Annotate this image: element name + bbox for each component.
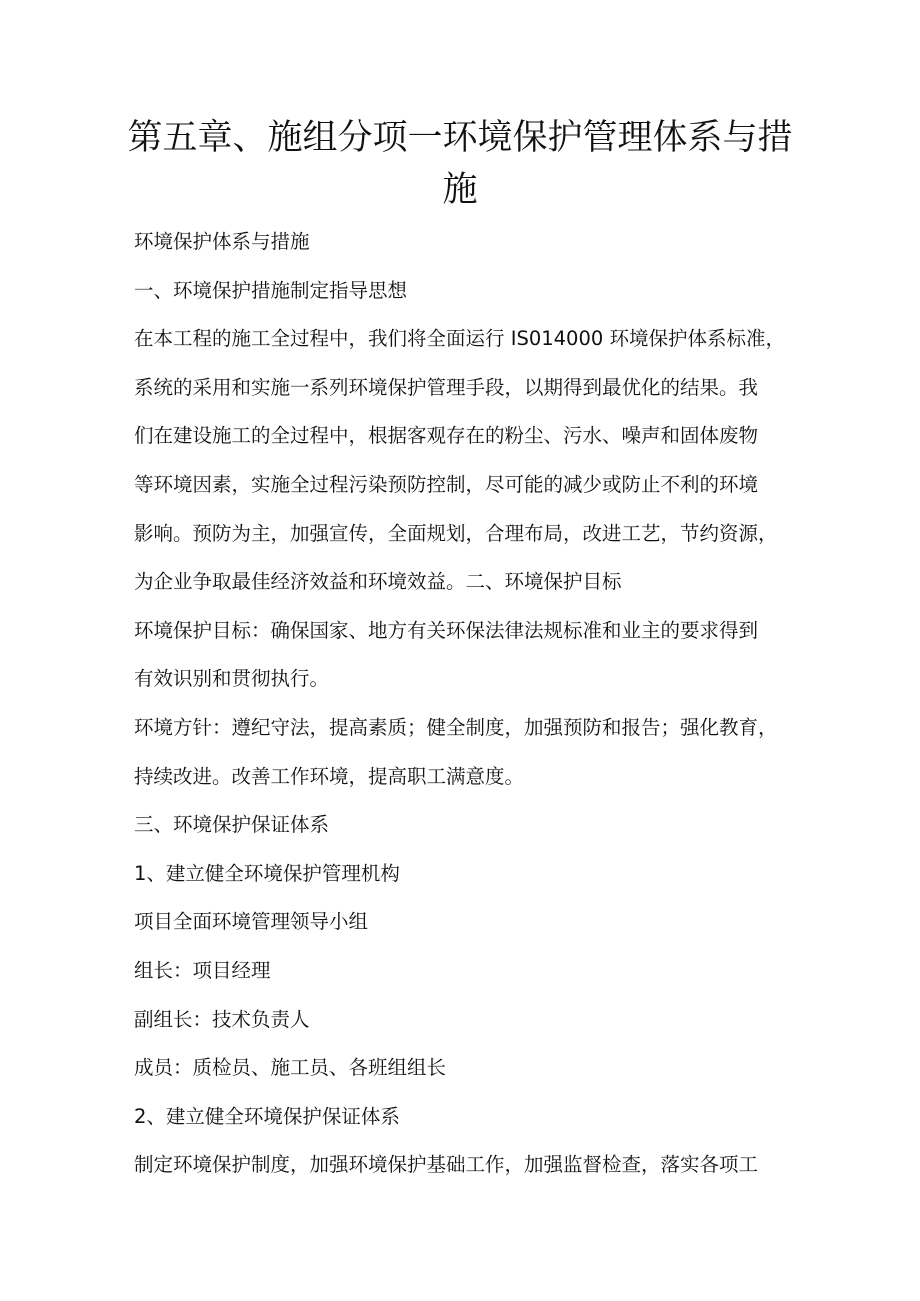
paragraph-line: 组长：项目经理 bbox=[134, 958, 271, 982]
paragraph-line: 系统的采用和实施一系列环境保护管理手段，以期得到最优化的结果。我 bbox=[134, 375, 759, 399]
paragraph-line: 有效识别和贯彻执行。 bbox=[134, 667, 330, 691]
paragraph-line: 项目全面环境管理领导小组 bbox=[134, 910, 369, 934]
title-line-2: 施 bbox=[442, 170, 478, 210]
paragraph-line: 制定环境保护制度，加强环境保护基础工作，加强监督检查，落实各项工 bbox=[134, 1153, 759, 1177]
paragraph-line: 等环境因素，实施全过程污染预防控制，尽可能的减少或防止不利的环境 bbox=[134, 472, 759, 496]
subsection-heading: 2、建立健全环境保护保证体系 bbox=[134, 1104, 400, 1128]
section-heading: 一、环境保护措施制定指导思想 bbox=[134, 278, 408, 302]
document-title bbox=[120, 112, 800, 216]
paragraph-line: 在本工程的施工全过程中，我们将全面运行 IS014000 环境保护体系标准， bbox=[134, 327, 785, 351]
document-body bbox=[134, 218, 810, 1190]
paragraph-line: 环境方针：遵纪守法，提高素质；健全制度，加强预防和报告；强化教育， bbox=[134, 715, 778, 739]
section-heading: 三、环境保护保证体系 bbox=[134, 813, 330, 837]
paragraph-line: 成员：质检员、施工员、各班组组长 bbox=[134, 1056, 447, 1080]
subsection-heading: 1、建立健全环境保护管理机构 bbox=[134, 861, 400, 885]
paragraph-line: 影响。预防为主，加强宣传，全面规划，合理布局，改进工艺，节约资源， bbox=[134, 521, 778, 545]
paragraph-line: 为企业争取最佳经济效益和环境效益。二、环境保护目标 bbox=[134, 570, 622, 594]
paragraph-line: 环境保护目标：确保国家、地方有关环保法律法规标准和业主的要求得到 bbox=[134, 618, 759, 642]
paragraph-line: 副组长：技术负责人 bbox=[134, 1007, 310, 1031]
title-line-1: 第五章、施组分项一环境保护管理体系与措 bbox=[127, 118, 793, 158]
paragraph-line: 持续改进。改善工作环境，提高职工满意度。 bbox=[134, 764, 525, 788]
paragraph-line: 们在建设施工的全过程中，根据客观存在的粉尘、污水、噪声和固体废物 bbox=[134, 424, 759, 448]
section-heading: 环境保护体系与措施 bbox=[134, 230, 310, 253]
